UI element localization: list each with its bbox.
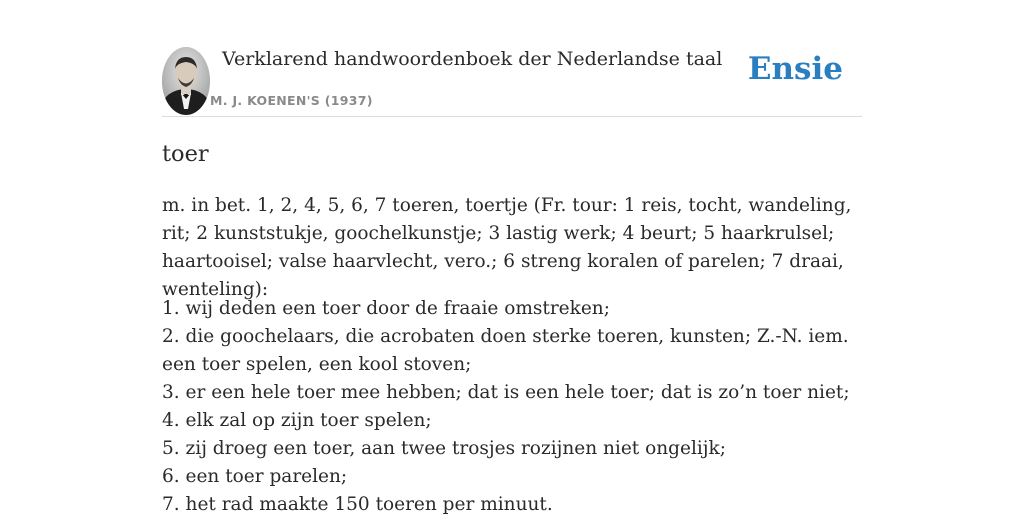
book-title: Verklarend handwoordenboek der Nederlandse taal	[222, 48, 723, 70]
dictionary-page	[162, 0, 862, 515]
example-item: 6. een toer parelen;	[162, 466, 348, 487]
example-item: 1. wij deden een toer door de fraaie omstreken;	[162, 298, 610, 319]
example-item: 2. die goochelaars, die acrobaten doen sterke toeren, kunsten; Z.-N. iem. een toer spelen, een kool stoven;	[162, 326, 849, 375]
example-item: 3. er een hele toer mee hebben; dat is een hele toer; dat is zo’n toer niet;	[162, 382, 850, 403]
example-item: 7. het rad maakte 150 toeren per minuut.	[162, 494, 553, 515]
entry-definition: m. in bet. 1, 2, 4, 5, 6, 7 toeren, toertje (Fr. tour: 1 reis, tocht, wandeling, rit; 2 kunststukje, goochelkunstje; 3 lastig werk; 4 beurt; 5 haarkrulsel; haartooisel; valse haarvlecht, vero.; 6 streng koralen of parelen; 7 draai, wenteling):	[162, 195, 852, 300]
book-author: M. J. KOENEN'S (1937)	[210, 93, 373, 108]
ensie-logo-link[interactable]: Ensie	[747, 51, 843, 87]
page-header	[162, 0, 862, 117]
entry-examples	[162, 295, 862, 519]
example-item: 4. elk zal op zijn toer spelen;	[162, 410, 432, 431]
author-portrait	[162, 47, 210, 115]
entry-headword: toer	[162, 141, 209, 167]
example-item: 5. zij droeg een toer, aan twee trosjes rozijnen niet ongelijk;	[162, 438, 726, 459]
